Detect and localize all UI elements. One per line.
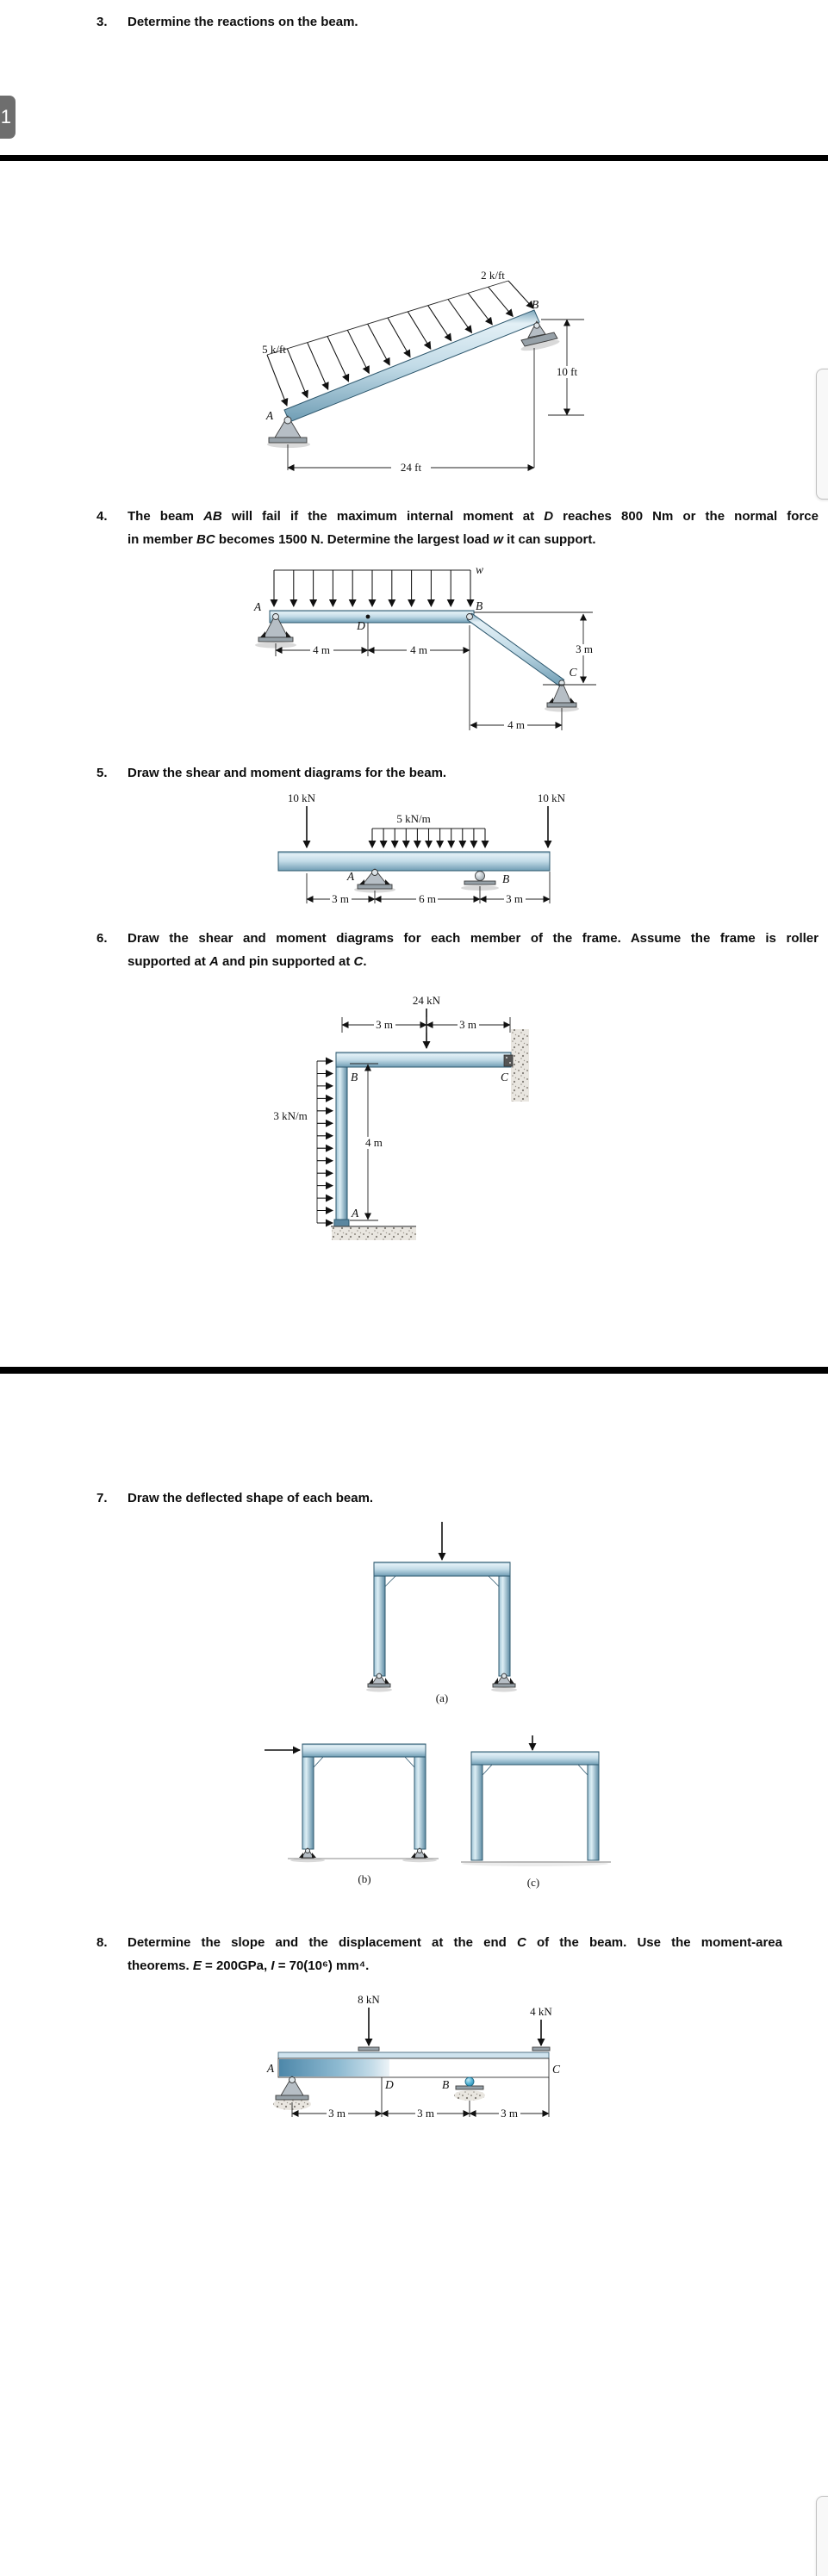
edge-panel-2[interactable] [816,2496,828,2576]
t: becomes 1500 N. Determine the largest load [215,532,494,547]
p6-dim2-label: 3 m [459,1018,476,1031]
p8-dim2-label: 3 m [417,2107,434,2120]
problem-4-heading [96,505,819,551]
p4-point-a-label: A [253,600,262,613]
p4-point-d-marker [366,615,370,619]
p7b-pin-support-right [402,1848,437,1862]
p3-distributed-load [267,281,533,406]
figure-problem-7a [362,1518,526,1708]
p5-load-left-label: 10 kN [287,791,316,804]
page-divider-middle [0,1367,828,1374]
problem-4-number: 4. [96,509,108,524]
p7b-frame [302,1744,426,1849]
p4-beam-ab [270,611,474,623]
t: in member [128,532,197,547]
page-divider-top [0,155,828,161]
p4-dim4-label: 4 m [507,718,525,731]
p6-member-ab [336,1054,347,1225]
p8-beam [278,2052,549,2077]
t: C [353,954,364,969]
p5-pin-support-a [354,869,395,893]
p3-beam [284,310,539,422]
p8-dimensions [292,2077,549,2120]
problem-7-number: 7. [96,1491,108,1505]
problem-6-heading [96,927,819,973]
p8-point-d-label: D [385,2078,394,2091]
p3-point-a-label: A [265,409,274,422]
problem-4-text-line2 [128,528,819,551]
t: E [192,1958,202,1973]
t: C [516,1935,526,1950]
p3-load-left-label: 5 k/ft [262,343,286,356]
p5-point-a-label: A [346,870,355,883]
p7a-pin-support-right [491,1673,517,1692]
p5-beam [278,852,550,871]
figure-problem-3 [146,258,603,481]
problem-6-text-line1: Draw the shear and moment diagrams for each member of the frame. Assume the frame is roller [128,931,819,946]
p5-udl-label: 5 kN/m [396,812,431,825]
problem-8-number: 8. [96,1935,108,1950]
p4-distributed-load [274,570,470,606]
p4-member-bc [467,613,563,686]
p7a-pin-support-left [366,1673,392,1692]
p4-dim1-label: 4 m [313,643,330,656]
problem-6-text-line2 [128,950,819,973]
p6-point-b-label: B [351,1071,358,1083]
p6-wall-pin-c [504,1055,513,1066]
edge-panel-1[interactable] [816,369,828,500]
p4-dim2-label: 4 m [410,643,427,656]
p6-dim1-label: 3 m [376,1018,393,1031]
t: of the beam. Use the moment-area [526,1935,782,1950]
p8-load2-label: 4 kN [530,2005,552,2018]
p6-point-c-label: C [501,1071,509,1083]
p6-vertical-dimension [350,1064,390,1220]
problem-3-text: Determine the reactions on the beam. [128,15,358,29]
p3-pin-support-a [267,416,310,448]
p4-pin-b [467,614,473,620]
problem-8-heading [96,1931,782,1977]
t: it can support. [503,532,596,547]
problem-7-text: Draw the deflected shape of each beam. [128,1491,374,1505]
p7b-pin-support-left [290,1848,325,1862]
p3-dim-span-label: 24 ft [400,461,422,474]
p6-member-bc [336,1052,511,1067]
figure-problem-7b [254,1736,444,1890]
p8-dim3-label: 3 m [501,2107,518,2120]
t: theorems. [128,1958,193,1973]
p8-load1-plate [358,2047,379,2051]
p7a-frame [374,1562,510,1676]
p6-distributed-load [273,1061,333,1223]
p4-point-b-label: B [476,599,483,612]
p4-point-c-label: C [569,666,577,679]
p8-point-a-label: A [266,2062,275,2075]
problem-4-text-line1 [128,505,819,528]
p8-dim1-label: 3 m [328,2107,346,2120]
p5-dim1-label: 3 m [332,892,349,905]
p6-udl-label: 3 kN/m [273,1109,308,1122]
figure-problem-8 [254,1989,599,2120]
p4-load-label: w [476,563,484,576]
p6-ground [331,1220,416,1240]
p4-dim3-label: 3 m [576,642,593,655]
t: will fail if the maximum internal moment at [221,509,545,524]
t: . [363,954,367,969]
p5-dim3-label: 3 m [506,892,523,905]
problem-7-heading [96,1487,373,1510]
p7c-caption: (c) [526,1876,540,1889]
p5-dim2-label: 6 m [419,892,436,905]
p8-point-b-label: B [442,2078,450,2091]
p7a-caption: (a) [435,1691,449,1704]
t: supported at [128,954,210,969]
p5-load-right-label: 10 kN [537,791,566,804]
t: and pin supported at [218,954,354,969]
t: reaches 800 Nm or the normal force [553,509,819,524]
p6-load-label: 24 kN [412,994,441,1007]
t: The beam [128,509,204,524]
t: I [271,1958,275,1973]
p8-roller-support-b [454,2077,485,2101]
p5-distributed-load [372,812,485,847]
p7b-caption: (b) [358,1872,371,1885]
figure-problem-4 [241,560,603,742]
problem-5-heading [96,761,446,785]
figure-problem-7c [461,1733,612,1892]
p6-wall [511,1029,529,1102]
problem-3-heading [96,10,358,34]
t: D [544,509,554,524]
problem-5-text: Draw the shear and moment diagrams for the beam. [128,766,447,780]
problem-5-number: 5. [96,766,108,780]
problem-8-text-line2 [128,1954,782,1977]
t: A [209,954,219,969]
problem-8-text-line1 [128,1931,782,1954]
page-number-badge [0,96,16,139]
figure-problem-5 [241,788,586,909]
p3-dim-height-label: 10 ft [556,365,578,378]
p3-point-b-label: B [532,298,539,311]
p3-load-right-label: 2 k/ft [481,269,505,282]
problem-6-number: 6. [96,931,108,946]
figure-problem-6 [258,990,569,1249]
p8-load2-plate [532,2047,550,2051]
p6-point-a-label: A [352,1207,359,1220]
p8-load1-label: 8 kN [358,1993,380,2006]
page-number: 1 [0,106,11,127]
problem-3-number: 3. [96,15,108,29]
p6-dim3-label: 4 m [365,1136,383,1149]
t: Determine the slope and the displacement at the end [128,1935,517,1950]
t: w [493,532,503,547]
t: AB [203,509,222,524]
p7c-frame [471,1752,599,1860]
p5-dimensions [307,872,550,905]
p8-point-c-label: C [552,2063,561,2076]
t: BC [196,532,215,547]
p5-point-b-label: B [502,872,510,885]
p4-point-d-label: D [357,619,365,632]
t: = 70(10⁶) mm⁴. [274,1958,370,1973]
t: = 200GPa, [201,1958,271,1973]
